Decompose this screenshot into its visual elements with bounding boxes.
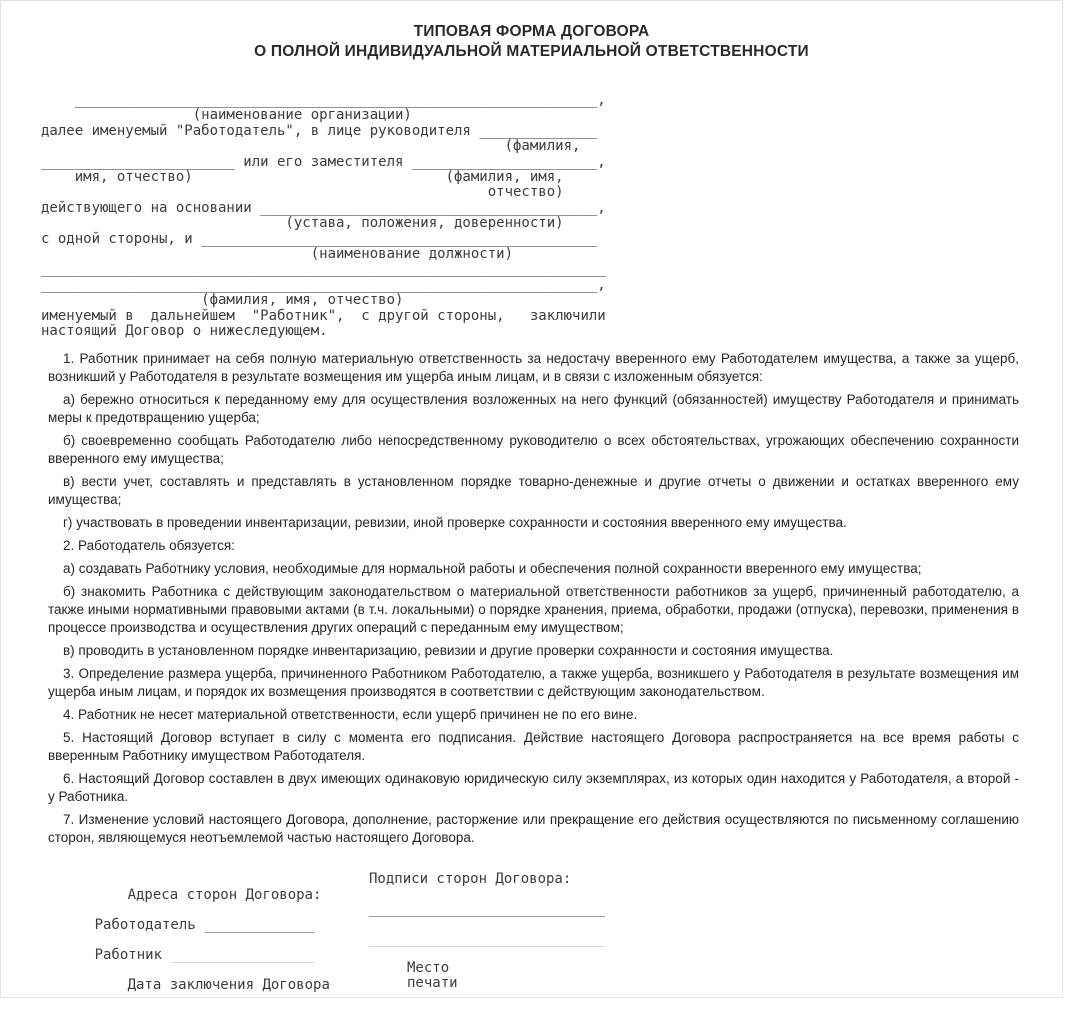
preamble-caption-name-patronymic: имя, отчество) (фамилия, имя,: [41, 169, 564, 186]
footer-headings-row: [44, 871, 1062, 901]
employee-address-blank: _________________: [171, 946, 315, 963]
employer-label: Работодатель: [94, 916, 196, 933]
preamble-line: действующего на основании ________________________________________,: [41, 199, 606, 216]
clause-2a: а) создавать Работнику условия, необходимые для нормальной работы и обеспечения полной сохранности вверенного ему имущества;: [63, 560, 922, 576]
clause-1b: б) своевременно сообщать Работодателю либо непосредственному руководителю о всех обстоятельствах, угрожающих обеспечению сохранности вверенного ему имущества;: [48, 432, 1019, 466]
clause-4: 4. Работник не несет материальной ответственности, если ущерб причинен не по его вине.: [63, 706, 638, 722]
preamble-blank-line: ___________________________________________________________________: [41, 261, 606, 278]
clause-1a: а) бережно относиться к переданному ему для осуществления возложенных на него функций (обязанностей) имуществу Работодателя и принимать меры к предотвращению ущерба;: [48, 391, 1019, 425]
preamble-line: далее именуемый "Работодатель", в лице руководителя ______________: [41, 122, 598, 139]
clause-2b: б) знакомить Работника с действующим законодательством о материальной ответственности работников за ущерб, причиненный работодателю, а также иными нормативными правовыми актами (в т.ч. локальными) о порядке хранения, приема, обработки, продажи (отпуска), перевозки, применения в процессе производства и осуществления других операций с переданным ему имуществом;: [48, 583, 1019, 635]
clause-1g: г) участвовать в проведении инвентаризации, ревизии, иной проверке сохранности и состояния вверенного ему имущества.: [63, 514, 847, 530]
preamble-line: ______________________________________________________________,: [41, 92, 606, 108]
document-subtitle: О ПОЛНОЙ ИНДИВИДУАЛЬНОЙ МАТЕРИАЛЬНОЙ ОТВЕТСТВЕННОСТИ: [254, 43, 809, 60]
clause-1: 1. Работник принимает на себя полную материальную ответственность за недостачу вверенного ему Работодателем имущества, а также за ущерб, возникший у Работодателя в результате возмещения им ущерба иным лицам, и в связи с изложенным обязуется:: [48, 350, 1019, 384]
footer-block: [44, 871, 1062, 991]
clauses-section: [48, 350, 1019, 847]
preamble-caption-charter: (устава, положения, доверенности): [41, 215, 564, 232]
clause-5: 5. Настоящий Договор вступает в силу с момента его подписания. Действие настоящего Договора распространяется на все время работы с вверенным Работнику имуществом Работодателя.: [48, 729, 1019, 763]
document-header: [1, 1, 1062, 62]
preamble-line: именуемый в дальнейшем "Работник", с другой стороны, заключили: [41, 307, 606, 324]
employee-label: Работник: [94, 946, 163, 963]
preamble-caption-surname: (фамилия,: [41, 138, 581, 155]
clause-1v: в) вести учет, составлять и представлять в установленном порядке товарно-денежные и другие отчеты о движении и остатках вверенного ему имущества;: [48, 473, 1019, 507]
employer-address-blank: _____________: [204, 916, 315, 933]
clause-7: 7. Изменение условий настоящего Договора, дополнение, расторжение или прекращение его действия осуществляются по письменному соглашению сторон, являющемуся неотъемлемой частью настоящего Договора.: [48, 811, 1019, 845]
preamble-blank-line: __________________________________________________________________,: [41, 276, 606, 293]
preamble-line: настоящий Договор о нижеследующем.: [41, 323, 328, 340]
clause-2: 2. Работодатель обязуется:: [63, 537, 235, 553]
preamble-line: с одной стороны, и _______________________________________________: [41, 230, 598, 247]
preamble-caption-position: (наименование должности): [41, 246, 514, 263]
preamble-line: _______________________ или его заместителя ______________________,: [41, 153, 606, 170]
preamble-caption-organization: (наименование организации): [41, 107, 412, 124]
employer-row: [44, 901, 1062, 931]
clause-6: 6. Настоящий Договор составлен в двух имеющих одинаковую юридическую силу экземплярах, из которых один находится у Работодателя, а второй - у Работника.: [48, 770, 1019, 804]
employee-row: [44, 931, 1062, 961]
employee-signature-blank: ____________________________: [369, 930, 606, 947]
preamble-caption-patronymic: отчество): [41, 184, 564, 201]
document-title: ТИПОВАЯ ФОРМА ДОГОВОРА: [413, 23, 650, 40]
signatures-heading: Подписи сторон Договора:: [369, 870, 572, 887]
addresses-heading: Адреса сторон Договора:: [127, 886, 322, 903]
date-seal-row: [44, 961, 1062, 991]
preamble-caption-fio: (фамилия, имя, отчество): [41, 292, 404, 309]
employer-signature-blank: ____________________________: [369, 900, 606, 917]
clause-3: 3. Определение размера ущерба, причиненного Работником Работодателю, а также ущерба, возникшего у Работодателя в результате возмещения им ущерба иным лицам, и порядок их возмещения производятся в соответствии с действующим законодательством.: [48, 665, 1019, 699]
preamble-block: [41, 93, 1062, 340]
clause-2v: в) проводить в установленном порядке инвентаризацию, ревизии и другие проверки сохранности и состояния имущества.: [63, 642, 834, 658]
seal-place-label: Место печати: [407, 959, 458, 991]
date-label: Дата заключения Договора: [127, 976, 330, 993]
